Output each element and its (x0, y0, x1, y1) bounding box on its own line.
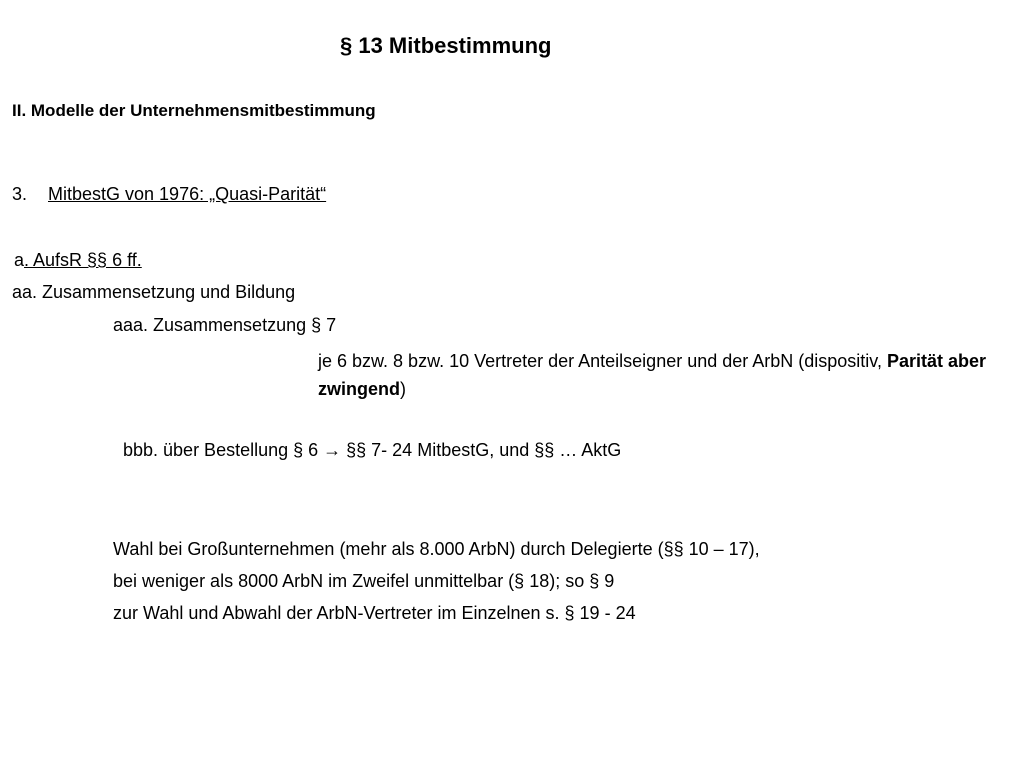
list-item-3 (12, 183, 326, 205)
list-item-aaa: aaa. Zusammensetzung § 7 (113, 315, 337, 335)
list-item-aa: aa. Zusammensetzung und Bildung (12, 282, 296, 302)
composition-paragraph-close: ) (400, 379, 406, 399)
election-line-2: bei weniger als 8000 ArbN im Zweifel unmittelbar (§ 18); so § 9 (113, 571, 615, 591)
election-line-1: Wahl bei Großunternehmen (mehr als 8.000 ArbN) durch Delegierte (§§ 10 – 17), (113, 539, 760, 559)
election-line-3: zur Wahl und Abwahl der ArbN-Vertreter im Einzelnen s. § 19 - 24 (113, 603, 636, 623)
list-item-bbb: bbb. über Bestellung § 6 → §§ 7- 24 MitbestG, und §§ … AktG (123, 440, 622, 460)
list-item-3-number: 3. (12, 184, 28, 204)
composition-paragraph-bold: Parität aber zwingend (318, 351, 987, 399)
list-item-a-prefix: a (14, 250, 25, 270)
list-item-a (14, 249, 142, 271)
list-item-a-label: . AufsR §§ 6 ff. (24, 250, 142, 270)
list-item-3-label: MitbestG von 1976: „Quasi-Parität“ (48, 184, 327, 204)
composition-paragraph (318, 347, 1008, 403)
composition-paragraph-text: je 6 bzw. 8 bzw. 10 Vertreter der Anteilseigner und der ArbN (dispositiv, (318, 351, 887, 371)
section-heading: II. Modelle der Unternehmensmitbestimmung (12, 101, 376, 120)
slide-title: § 13 Mitbestimmung (340, 33, 552, 58)
